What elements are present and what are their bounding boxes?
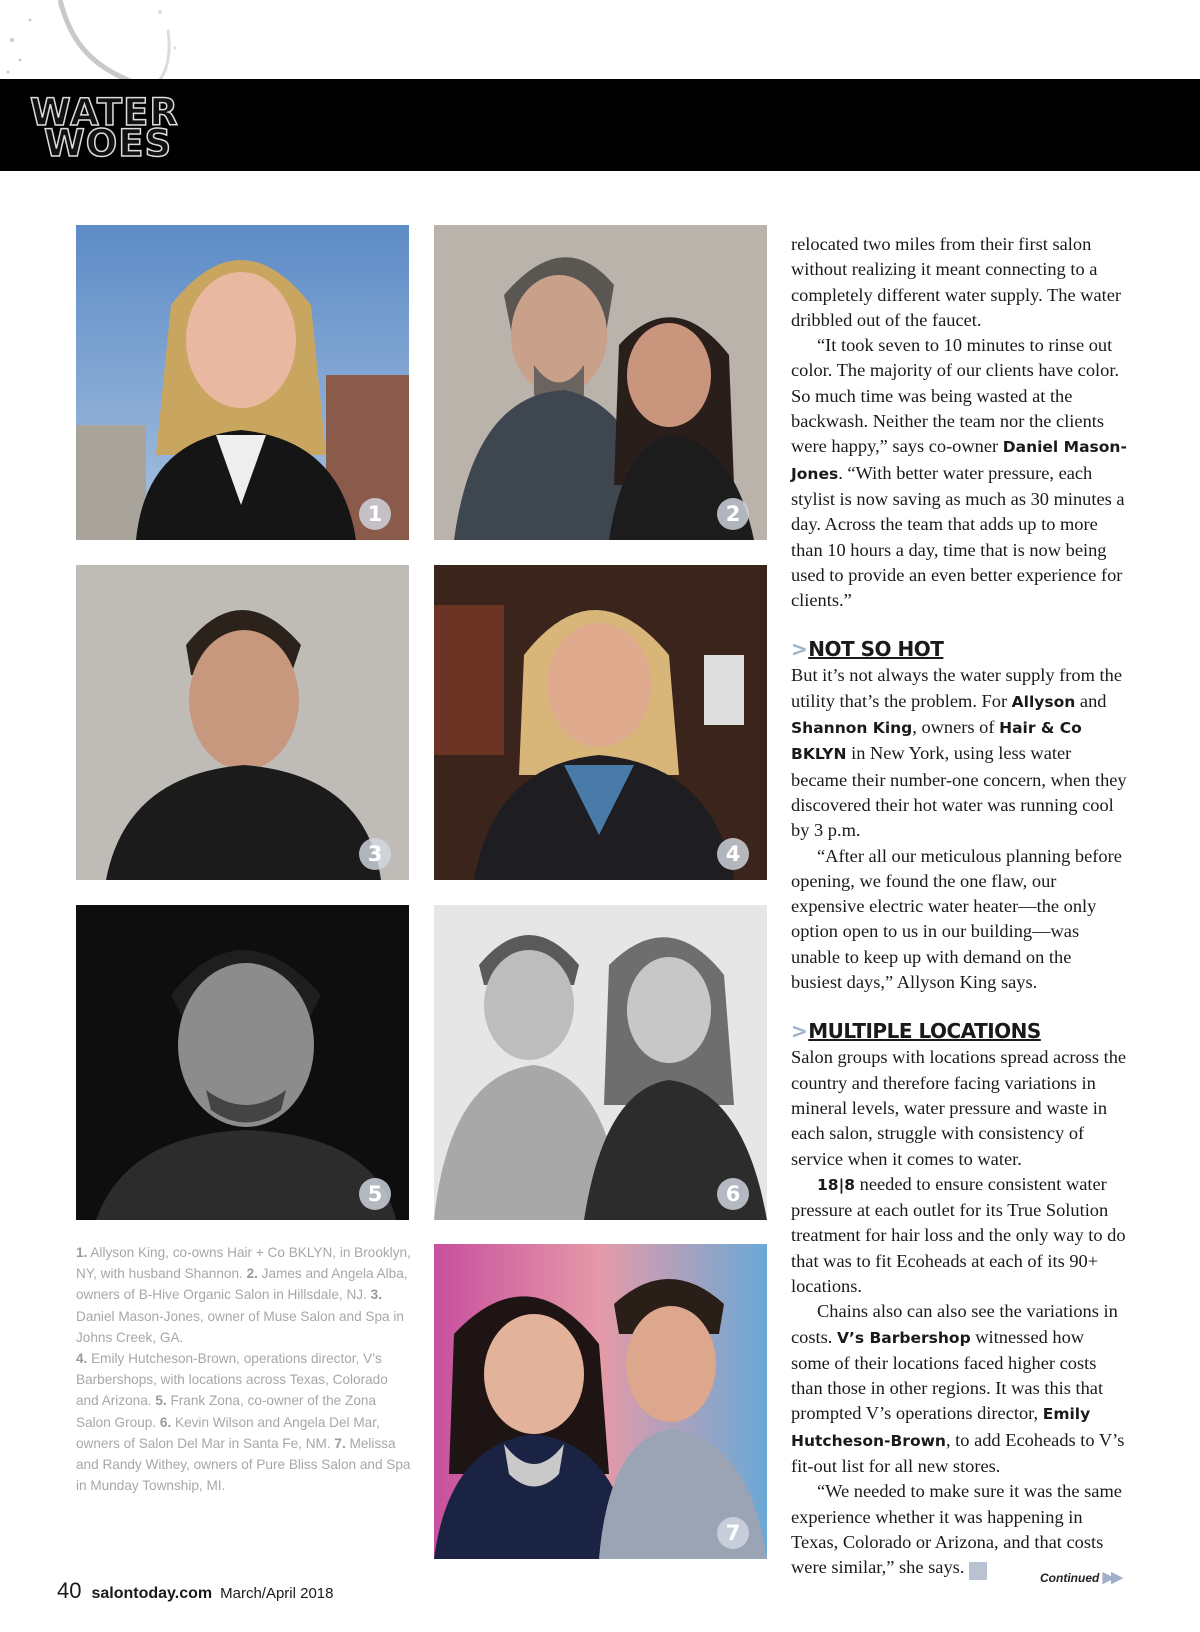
caption-text: Frank Zona, co-owner of the Zona Salon Group. (76, 1393, 376, 1430)
person-name: Allyson (1011, 692, 1076, 711)
end-mark-icon: st (969, 1562, 987, 1580)
caption-number: 7. (334, 1435, 346, 1451)
photo-7 (434, 1244, 767, 1559)
caption-number: 4. (76, 1351, 88, 1367)
subheading-not-so-hot: >NOT SO HOT (791, 637, 944, 662)
photo-number-badge: 2 (717, 498, 749, 530)
paragraph: Salon groups with locations spread across the country and therefore facing variations in mineral levels, water pressure and waste in each salon, struggle with consistency of service when it comes to water. (791, 1047, 1127, 1169)
logo-line-2: WOES (44, 122, 173, 165)
paragraph: Chains also can also see the variations in costs. V’s Barbershop witnessed how some of their locations faced higher costs than those in other regions. It was this that prompted V’s operations director, Emily Hutcheson-Brown, to add Ecoheads to V’s fit-out list for all new stores. (791, 1301, 1125, 1477)
caption-text: Melissa and Randy Withey, owners of Pure Bliss Salon and Spa in Munday Township, MI. (76, 1435, 411, 1494)
paragraph: “We needed to make sure it was the same experience whether it was happening in Texas, Colorado or Arizona, and that costs were similar,” she says. st (791, 1481, 1122, 1579)
paragraph: But it’s not always the water supply from the utility that’s the problem. For Allyson and Shannon King, owners of Hair & Co BKLYN in New York, using less water became their number-one concern, when they discovered their hot water was running cool by 3 p.m. (791, 665, 1127, 841)
arrow-icon: > (791, 1019, 808, 1044)
caption-text: Emily Hutcheson-Brown, operations director, V’s Barbershops, with locations across Texas, Colorado and Arizona. (76, 1351, 388, 1409)
photo-number-badge: 4 (717, 838, 749, 870)
paragraph: 18|8 needed to ensure consistent water pressure at each outlet for its True Solution treatment for hair loss and the only way to do that was to fit Ecoheads at each of its 90+ locations. (791, 1173, 1126, 1296)
paragraph: “After all our meticulous planning before opening, we found the one flaw, our expensive electric water heater—the only option open to us in our building—was unable to keep up with demand on the busiest days,” Allyson King says. (791, 845, 1122, 993)
caption-number: 6. (159, 1414, 172, 1430)
photo-number-badge: 5 (359, 1178, 391, 1210)
photo-number-badge: 1 (359, 498, 391, 530)
photo-6 (434, 905, 767, 1220)
photo-1 (76, 225, 409, 540)
article-column (791, 232, 1127, 1581)
subheading-multiple-locations: >MULTIPLE LOCATIONS (791, 1019, 1041, 1044)
photo-caption (76, 1242, 412, 1496)
caption-number: 2. (246, 1266, 258, 1282)
photo-5 (76, 905, 409, 1220)
arrow-icon: > (791, 637, 808, 662)
salon-name: Hair & Co BKLYN (791, 719, 1082, 764)
caption-number: 1. (76, 1245, 88, 1260)
caption-number: 3. (370, 1287, 382, 1303)
logo-line-1: WATER (30, 91, 179, 134)
double-arrow-icon: ▶▶ (1102, 1569, 1120, 1586)
caption-text: James and Angela Alba, owners of B-Hive Organic Salon in Hillsdale, NJ. (76, 1266, 408, 1303)
page-footer (57, 1578, 334, 1604)
photo-2 (434, 225, 767, 540)
caption-text: Kevin Wilson and Angela Del Mar, owners of Salon Del Mar in Santa Fe, NM. (76, 1414, 380, 1451)
photo-number-badge: 6 (717, 1178, 749, 1210)
person-name: Emily Hutcheson-Brown (791, 1405, 1091, 1450)
person-name: Shannon King (791, 719, 913, 738)
salon-name: 18|8 (817, 1175, 856, 1194)
issue-date: March/April 2018 (220, 1585, 334, 1602)
person-name: Daniel Mason-Jones (791, 438, 1127, 483)
section-logo (30, 91, 220, 165)
caption-text: Allyson King, co-owns Hair + Co BKLYN, in Brooklyn, NY, with husband Shannon. (76, 1245, 411, 1282)
caption-number: 5. (155, 1393, 167, 1409)
continued-link[interactable]: Continued ▶▶ (1040, 1569, 1120, 1586)
photo-3 (76, 565, 409, 880)
page-number: 40 (57, 1578, 82, 1603)
site-name: salontoday.com (91, 1585, 213, 1602)
photo-4 (434, 565, 767, 880)
paragraph: relocated two miles from their first salon without realizing it meant connecting to a completely different water supply. The water dribbled out of the faucet. (791, 234, 1122, 330)
photo-number-badge: 3 (359, 838, 391, 870)
salon-name: V’s Barbershop (836, 1328, 971, 1347)
photo-number-badge: 7 (717, 1517, 749, 1549)
caption-text: Daniel Mason-Jones, owner of Muse Salon and Spa in Johns Creek, GA. (76, 1308, 404, 1345)
paragraph: “It took seven to 10 minutes to rinse out color. The majority of our clients have color. So much time was being wasted at the backwash. Neither the team nor the clients were happy,” says co-owner Daniel Mason-Jones. “With better water pressure, each stylist is now saving as much as 30 minutes a day. Across the team that adds up to more than 10 hours a day, time that is now being used to provide an even better experience for clients.” (791, 335, 1127, 611)
